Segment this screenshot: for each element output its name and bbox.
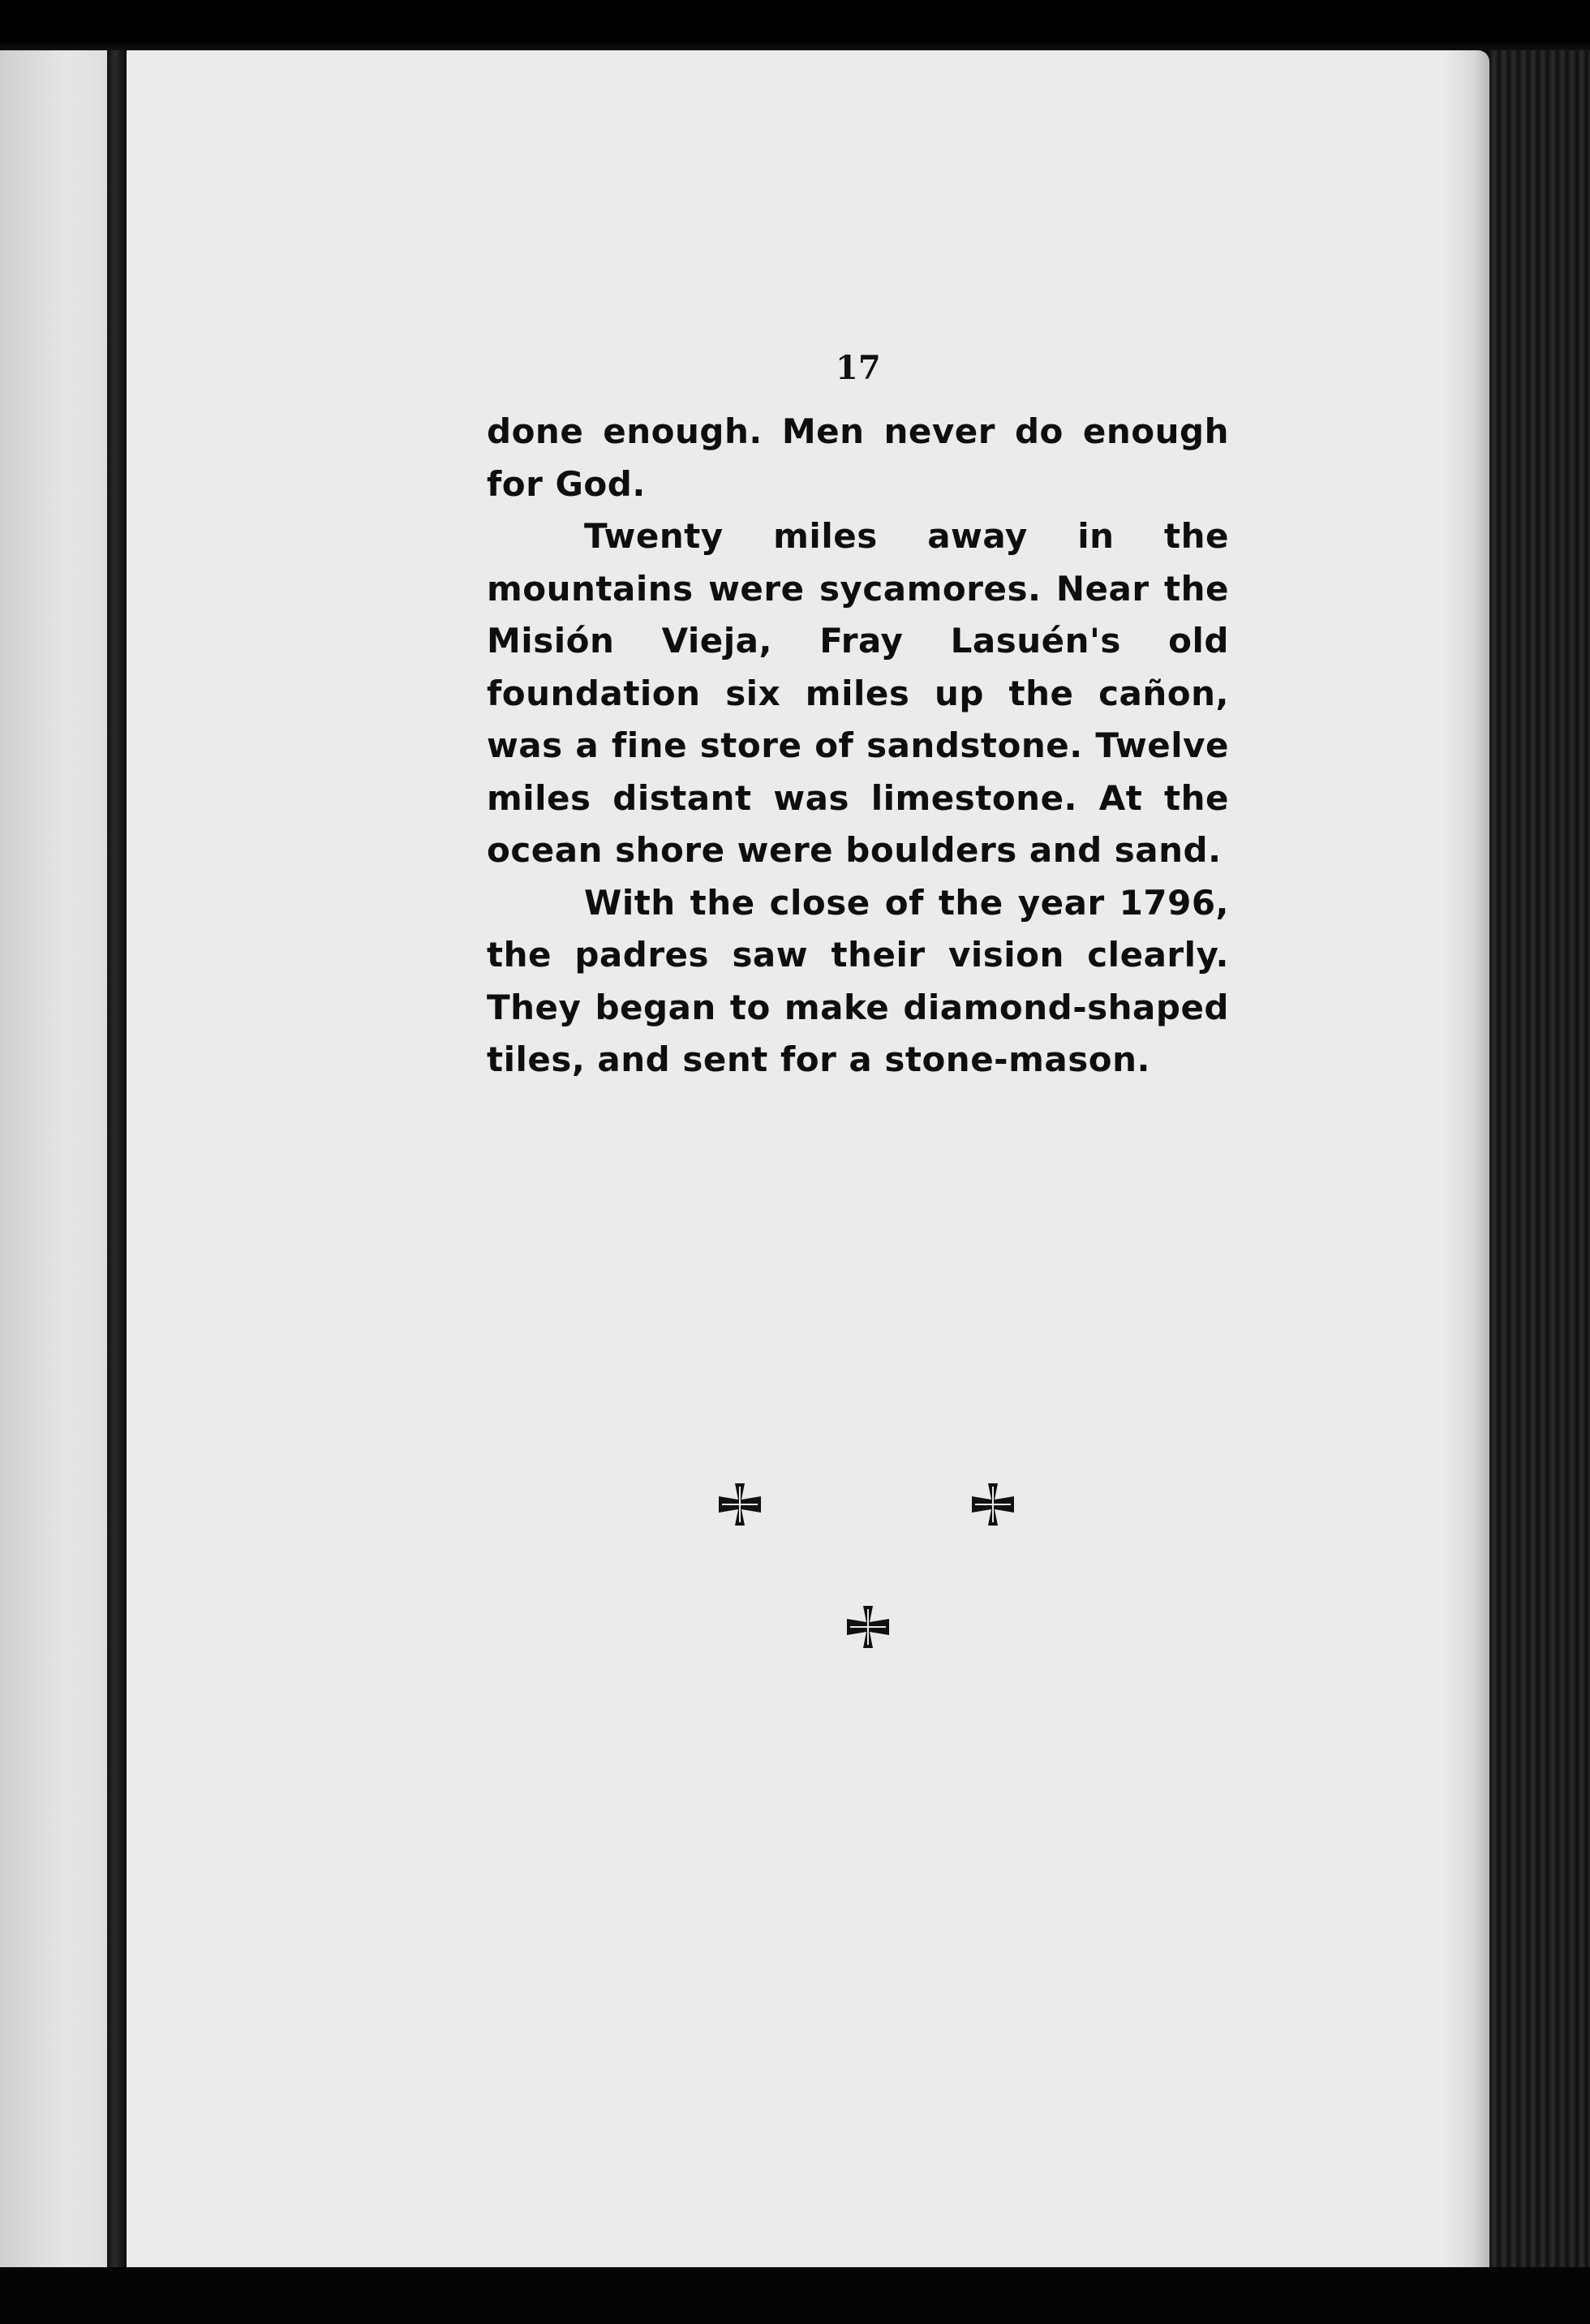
page-number: 17: [836, 349, 881, 387]
paragraph-continuation: done enough. Men never do enough for God.: [487, 411, 1229, 504]
cross-pattee-icon: [845, 1604, 891, 1650]
cross-pattee-icon: [970, 1482, 1016, 1527]
scan-bottom-edge: [0, 2267, 1590, 2324]
book-page: [127, 50, 1489, 2267]
body-text: [487, 406, 1229, 1087]
scan-top-edge: [0, 0, 1590, 57]
book-gutter: [107, 50, 127, 2267]
paragraph-vision: With the close of the year 1796, the padres saw their vision clearly. They began to make diamond-shaped tiles, and sent for a stone-mason.: [487, 882, 1229, 1079]
page-stack-edge: [1489, 50, 1590, 2267]
paragraph-materials: Twenty miles away in the mountains were sycamores. Near the Misión Vieja, Fray Lasuén's old foundation six miles up the cañon, was a fine store of sandstone. Twelve miles distant was limestone. At the ocean shore were boulders and sand.: [487, 516, 1229, 870]
page-curl-shadow: [1444, 50, 1493, 2267]
cross-pattee-icon: [717, 1482, 763, 1527]
facing-page-edge: [0, 50, 114, 2267]
